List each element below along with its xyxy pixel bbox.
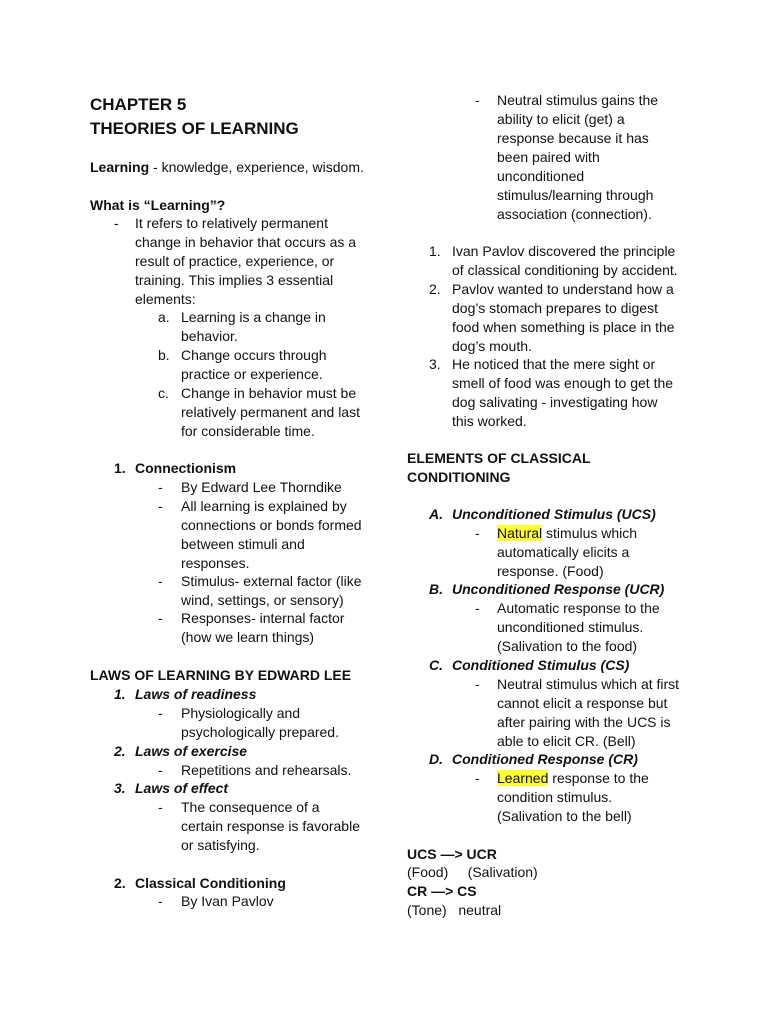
ucs-line: automatically elicits a — [497, 544, 630, 560]
learning-definition — [90, 158, 364, 177]
bullet-dash: - — [475, 525, 480, 541]
bullet-dash: - — [114, 215, 119, 231]
neutral-line: stimulus/learning through — [497, 187, 654, 203]
bullet-dash: - — [158, 479, 163, 495]
element-line: for considerable time. — [181, 423, 315, 439]
chapter-number: CHAPTER 5 — [90, 95, 187, 114]
pavlov-line: dog salivating - investigating how — [452, 394, 658, 410]
pavlov-line: Pavlov wanted to understand how a — [452, 281, 674, 297]
cr-line — [497, 769, 649, 788]
list-marker: c. — [158, 385, 169, 401]
pavlov-line: Ivan Pavlov discovered the principle — [452, 243, 676, 259]
connectionism-heading: Connectionism — [135, 460, 237, 476]
element-line: practice or experience. — [181, 366, 323, 382]
intro-line: training. This implies 3 essential — [135, 272, 334, 288]
neutral-line: response because it has — [497, 130, 649, 146]
ucs-line: response. (Food) — [497, 563, 604, 579]
cr-line-rest: response to the — [548, 770, 649, 786]
law-line: Physiologically and — [181, 705, 301, 721]
law-name: Laws of effect — [135, 780, 229, 796]
element-line: Learning is a change in — [181, 309, 326, 325]
pavlov-line: dog’s mouth. — [452, 338, 532, 354]
bullet-dash: - — [158, 705, 163, 721]
connectionism-line: between stimuli and — [181, 536, 305, 552]
cs-line: Neutral stimulus which at first — [497, 676, 680, 692]
law-line: Repetitions and rehearsals. — [181, 762, 352, 778]
connectionism-line: (how we learn things) — [181, 629, 315, 645]
neutral-line: ability to elicit (get) a — [497, 111, 625, 127]
bullet-dash: - — [475, 676, 480, 692]
neutral-line: unconditioned — [497, 168, 585, 184]
law-line: or satisfying. — [181, 837, 260, 853]
list-marker: 1. — [429, 243, 441, 259]
ucs-line — [497, 524, 637, 543]
neutral-line: Neutral stimulus gains the — [497, 92, 659, 108]
intro-line: elements: — [135, 291, 196, 307]
pavlov-line: this worked. — [452, 413, 527, 429]
connectionism-line: Stimulus- external factor (like — [181, 573, 362, 589]
bullet-dash: - — [158, 762, 163, 778]
definition-term: Learning — [90, 159, 150, 175]
connectionism-line: connections or bonds formed — [181, 517, 362, 533]
bullet-dash: - — [475, 770, 480, 786]
list-marker: B. — [429, 581, 443, 597]
pavlov-line: dog’s stomach prepares to digest — [452, 300, 658, 316]
ucr-heading: Unconditioned Response (UCR) — [452, 581, 665, 597]
ucs-heading: Unconditioned Stimulus (UCS) — [452, 506, 656, 522]
intro-line: It refers to relatively permanent — [135, 215, 328, 231]
elements-heading: CONDITIONING — [407, 469, 511, 485]
element-line: behavior. — [181, 328, 238, 344]
element-line: Change in behavior must be — [181, 385, 357, 401]
bullet-dash: - — [158, 573, 163, 589]
intro-line: change in behavior that occurs as a — [135, 234, 357, 250]
law-line: certain response is favorable — [181, 818, 360, 834]
laws-heading: LAWS OF LEARNING BY EDWARD LEE — [90, 667, 352, 683]
list-marker: 2. — [114, 743, 126, 759]
ucr-line: (Salivation to the food) — [497, 638, 638, 654]
connectionism-line: Responses- internal factor — [181, 610, 345, 626]
ucr-line: Automatic response to the — [497, 600, 660, 616]
list-marker: A. — [429, 506, 443, 522]
list-marker: 2. — [114, 875, 126, 891]
list-marker: 1. — [114, 460, 126, 476]
classical-line: By Ivan Pavlov — [181, 893, 274, 909]
bullet-dash: - — [158, 799, 163, 815]
bullet-dash: - — [158, 610, 163, 626]
list-marker: 3. — [429, 356, 441, 372]
cs-line: after pairing with the UCS is — [497, 714, 671, 730]
ucs-line-rest: stimulus which — [542, 525, 638, 541]
list-marker: a. — [158, 309, 170, 325]
pavlov-line: food when something is place in the — [452, 319, 675, 335]
intro-line: result of practice, experience, or — [135, 253, 335, 269]
definition-text: - knowledge, experience, wisdom. — [149, 159, 364, 175]
connectionism-line: All learning is explained by — [181, 498, 347, 514]
pavlov-line: He noticed that the mere sight or — [452, 356, 656, 372]
law-line: psychologically prepared. — [181, 724, 339, 740]
formula-cr-cs: CR —> CS — [407, 883, 477, 899]
elements-heading: ELEMENTS OF CLASSICAL — [407, 450, 591, 466]
element-line: relatively permanent and last — [181, 404, 360, 420]
list-marker: b. — [158, 347, 170, 363]
ucr-line: unconditioned stimulus. — [497, 619, 644, 635]
bullet-dash: - — [158, 893, 163, 909]
chapter-title: THEORIES OF LEARNING — [90, 119, 299, 138]
cr-heading: Conditioned Response (CR) — [452, 751, 638, 767]
classical-heading: Classical Conditioning — [135, 875, 286, 891]
list-marker: C. — [429, 657, 443, 673]
law-name: Laws of readiness — [135, 686, 257, 702]
formula-food-salivation: (Food) (Salivation) — [407, 864, 538, 880]
law-line: The consequence of a — [181, 799, 320, 815]
bullet-dash: - — [158, 498, 163, 514]
bullet-dash: - — [475, 600, 480, 616]
formula-ucs-ucr: UCS —> UCR — [407, 846, 497, 862]
pavlov-line: smell of food was enough to get the — [452, 375, 674, 391]
connectionism-line: responses. — [181, 555, 250, 571]
neutral-line: association (connection). — [497, 206, 652, 222]
list-marker: D. — [429, 751, 443, 767]
list-marker: 1. — [114, 686, 126, 702]
neutral-line: been paired with — [497, 149, 600, 165]
bullet-dash: - — [475, 92, 480, 108]
list-marker: 2. — [429, 281, 441, 297]
cs-line: cannot elicit a response but — [497, 695, 668, 711]
list-marker: 3. — [114, 780, 126, 796]
formula-tone-neutral: (Tone) neutral — [407, 902, 502, 918]
cs-line: able to elicit CR. (Bell) — [497, 733, 636, 749]
highlighted-word: Learned — [497, 770, 549, 786]
question-heading: What is “Learning”? — [90, 197, 226, 213]
connectionism-line: By Edward Lee Thorndike — [181, 479, 342, 495]
connectionism-line: wind, settings, or sensory) — [181, 592, 344, 608]
cr-line: (Salivation to the bell) — [497, 808, 632, 824]
cr-line: condition stimulus. — [497, 789, 613, 805]
highlighted-word: Natural — [497, 525, 543, 541]
law-name: Laws of exercise — [135, 743, 248, 759]
pavlov-line: of classical conditioning by accident. — [452, 262, 678, 278]
cs-heading: Conditioned Stimulus (CS) — [452, 657, 630, 673]
element-line: Change occurs through — [181, 347, 327, 363]
